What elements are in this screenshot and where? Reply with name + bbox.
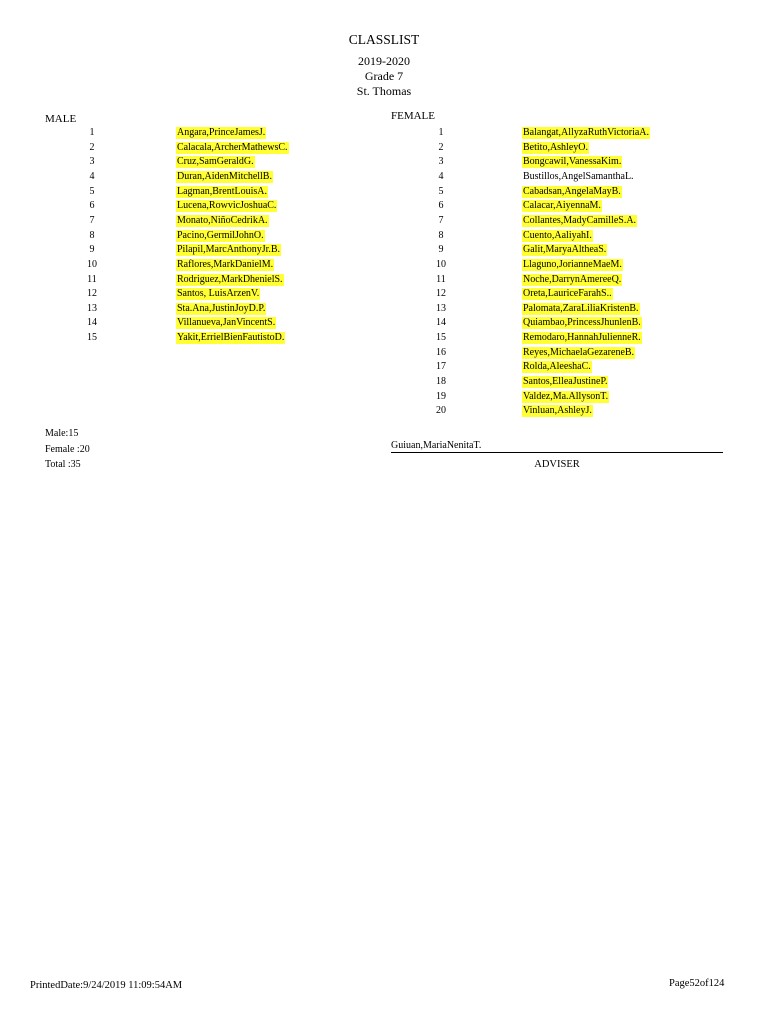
student-name: Palomata,ZaraLiliaKristenB. bbox=[523, 302, 639, 314]
student-name: Remodaro,HannahJulienneR. bbox=[523, 332, 641, 344]
printed-date: PrintedDate:9/24/2019 11:09:54AM bbox=[30, 980, 183, 991]
student-name: Santos,ElleaJustineP. bbox=[523, 376, 608, 388]
student-name: Valdez,Ma.AllysonT. bbox=[523, 390, 609, 402]
student-number: 13 bbox=[436, 302, 446, 314]
student-name: Lucena,RowvicJoshuaC. bbox=[177, 200, 277, 212]
student-number: 4 bbox=[438, 170, 444, 182]
student-name: Llaguno,JorianneMaeM. bbox=[523, 258, 622, 270]
student-name: Rodriguez,MarkDhenielS. bbox=[177, 273, 283, 285]
student-number: 2 bbox=[89, 141, 95, 153]
student-name: Cabadsan,AngelaMayB. bbox=[523, 185, 621, 197]
student-number: 4 bbox=[89, 170, 95, 182]
student-name: Balangat,AllyzaRuthVictoriaA. bbox=[523, 127, 650, 138]
male-count: Male:15 bbox=[45, 428, 79, 439]
student-name: Sta.Ana,JustinJoyD.P. bbox=[177, 302, 266, 314]
student-name: Angara,PrinceJamesJ. bbox=[177, 127, 266, 138]
student-name: Calacala,ArcherMathewsC. bbox=[177, 141, 288, 153]
student-name: Quiambao,PrincessJhunlenB. bbox=[523, 317, 641, 329]
student-name: Calacar,AiyennaM. bbox=[523, 200, 601, 212]
student-name: Rolda,AleeshaC. bbox=[523, 361, 591, 373]
student-number: 9 bbox=[89, 244, 95, 256]
student-number: 7 bbox=[89, 214, 95, 226]
student-name: Monato,NiñoCedrikA. bbox=[177, 214, 268, 226]
student-name: Santos, LuisArzenV. bbox=[177, 288, 260, 300]
student-number: 6 bbox=[89, 200, 95, 212]
grade-level: Grade 7 bbox=[364, 69, 404, 83]
student-number: 15 bbox=[436, 332, 446, 344]
student-number: 3 bbox=[438, 156, 444, 168]
male-heading: MALE bbox=[45, 113, 77, 125]
student-name: Oreta,LauriceFarahS.. bbox=[523, 288, 612, 300]
student-number: 7 bbox=[438, 214, 444, 226]
student-number: 1 bbox=[438, 127, 444, 138]
student-name: Bongcawil,VanessaKim. bbox=[523, 156, 622, 168]
student-name: Yakit,ErrielBienFautistoD. bbox=[177, 332, 285, 344]
student-number: 10 bbox=[436, 258, 446, 270]
student-number: 15 bbox=[87, 332, 97, 344]
student-number: 8 bbox=[89, 229, 95, 241]
page-number: Page52of124 bbox=[669, 978, 725, 989]
student-number: 6 bbox=[438, 200, 444, 212]
student-number: 17 bbox=[436, 361, 446, 373]
total-count: Total :35 bbox=[45, 459, 81, 470]
student-number: 13 bbox=[87, 302, 97, 314]
student-name: Cruz,SamGeraldG. bbox=[177, 156, 254, 168]
student-name: Galit,MaryaAltheaS. bbox=[523, 244, 607, 256]
student-name: Vinluan,AshleyJ. bbox=[523, 405, 592, 417]
student-name: Noche,DarrynAmereeQ. bbox=[523, 273, 622, 285]
student-number: 20 bbox=[436, 405, 446, 417]
student-name: Lagman,BrentLouisA. bbox=[177, 185, 267, 197]
student-name: Pacino,GermilJohnO. bbox=[177, 229, 264, 241]
adviser-label: ADVISER bbox=[534, 459, 580, 470]
student-number: 5 bbox=[438, 185, 444, 197]
student-name: Raflores,MarkDanielM. bbox=[177, 258, 274, 270]
signature-line bbox=[391, 452, 723, 453]
student-number: 11 bbox=[436, 273, 446, 285]
student-number: 14 bbox=[87, 317, 97, 329]
student-number: 5 bbox=[89, 185, 95, 197]
student-name: Bustillos,AngelSamanthaL. bbox=[523, 170, 634, 182]
student-number: 19 bbox=[436, 390, 446, 402]
student-number: 10 bbox=[87, 258, 97, 270]
school-year: 2019-2020 bbox=[358, 54, 410, 68]
page-title: CLASSLIST bbox=[348, 32, 420, 47]
female-count: Female :20 bbox=[45, 444, 90, 455]
section-name: St. Thomas bbox=[356, 84, 412, 98]
student-number: 18 bbox=[436, 376, 446, 388]
adviser-name: Guiuan,MariaNenitaT. bbox=[391, 440, 482, 451]
student-number: 12 bbox=[87, 288, 97, 300]
student-number: 9 bbox=[438, 244, 444, 256]
student-name: Pilapil,MarcAnthonyJr.B. bbox=[177, 244, 281, 256]
student-number: 1 bbox=[89, 127, 95, 138]
student-name: Betito,AshleyO. bbox=[523, 141, 588, 153]
student-number: 12 bbox=[436, 288, 446, 300]
student-name: Villanueva,JanVincentS. bbox=[177, 317, 276, 329]
student-name: Duran,AidenMitchellB. bbox=[177, 170, 272, 182]
student-number: 3 bbox=[89, 156, 95, 168]
female-heading: FEMALE bbox=[391, 110, 435, 122]
student-number: 16 bbox=[436, 346, 446, 358]
student-name: Collantes,MadyCamilleS.A. bbox=[523, 214, 637, 226]
student-number: 8 bbox=[438, 229, 444, 241]
student-number: 11 bbox=[87, 273, 97, 285]
student-name: Reyes,MichaelaGezareneB. bbox=[523, 346, 635, 358]
student-name: Cuento,AaliyahI. bbox=[523, 229, 592, 241]
student-number: 2 bbox=[438, 141, 444, 153]
student-number: 14 bbox=[436, 317, 446, 329]
